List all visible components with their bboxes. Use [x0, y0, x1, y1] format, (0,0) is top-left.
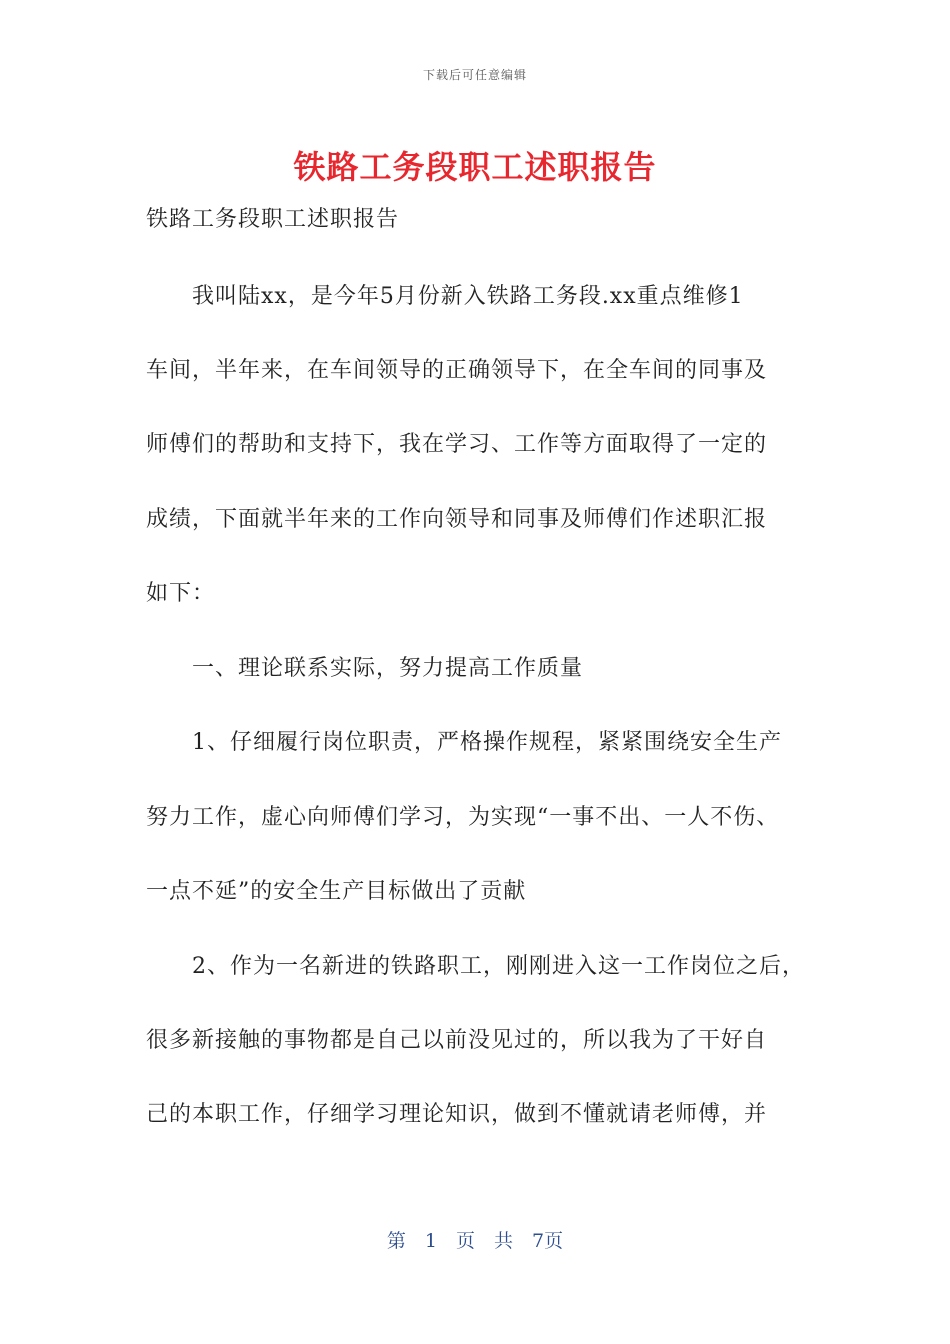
paragraph-line: 2、作为一名新进的铁路职工，刚刚进入这一工作岗位之后，	[192, 954, 805, 979]
paragraph-line: 我叫陆xx，是今年5月份新入铁路工务段.xx重点维修1	[192, 284, 744, 309]
paragraph-line: 一点不延”的安全生产目标做出了贡献	[146, 879, 527, 904]
paragraph-line: 很多新接触的事物都是自己以前没见过的，所以我为了干好自	[146, 1028, 768, 1053]
document-subtitle: 铁路工务段职工述职报告	[146, 207, 400, 232]
paragraph-line: 成绩，下面就半年来的工作向领导和同事及师傅们作述职汇报	[146, 507, 768, 532]
paragraph-line: 车间，半年来，在车间领导的正确领导下，在全车间的同事及	[146, 358, 768, 383]
paragraph-line: 如下：	[146, 581, 216, 606]
page-number-footer: 第 1 页 共 7页	[386, 1230, 564, 1252]
header-note: 下载后可任意编辑	[422, 68, 527, 82]
paragraph-line: 师傅们的帮助和支持下，我在学习、工作等方面取得了一定的	[146, 432, 768, 457]
paragraph-line: 1、仔细履行岗位职责，严格操作规程，紧紧围绕安全生产	[192, 730, 782, 755]
paragraph-line: 己的本职工作，仔细学习理论知识，做到不懂就请老师傅，并	[146, 1102, 768, 1127]
paragraph-line: 努力工作，虚心向师傅们学习，为实现“一事不出、一人不伤、	[146, 805, 780, 830]
section-heading: 一、理论联系实际，努力提高工作质量	[192, 656, 584, 681]
document-title: 铁路工务段职工述职报告	[293, 148, 657, 186]
